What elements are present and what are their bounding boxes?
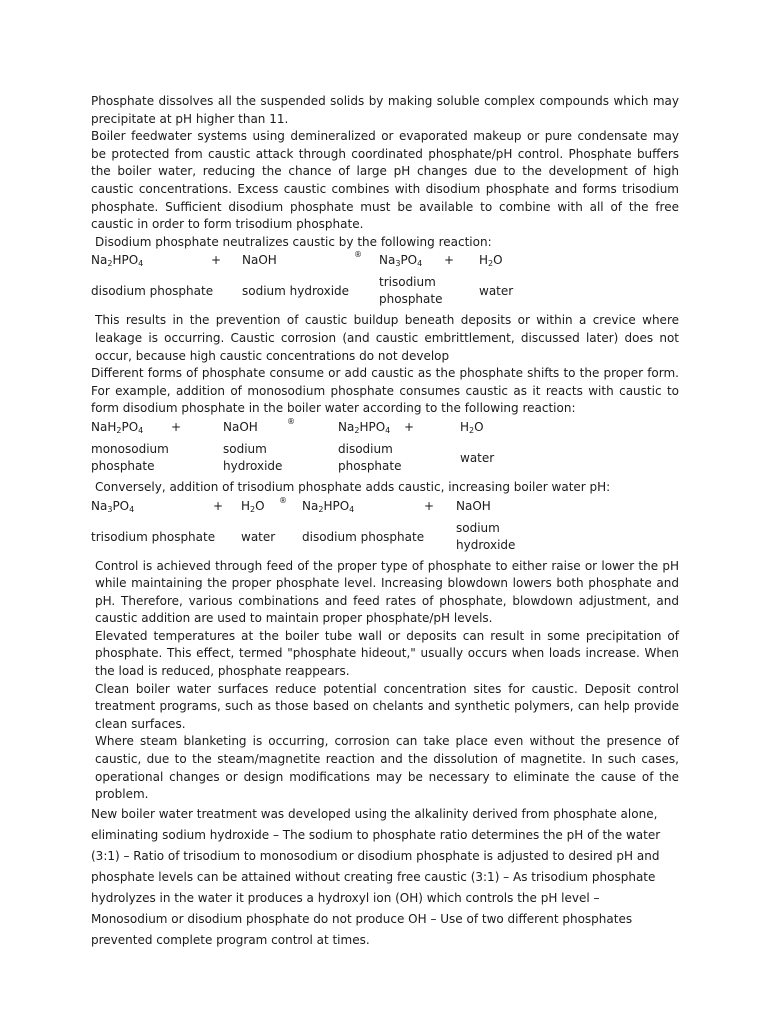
name-trisodium: trisodium	[379, 275, 436, 290]
reaction-1-names	[91, 274, 679, 310]
name-sodium-hydroxide: sodium hydroxide	[242, 284, 350, 299]
formula-disodium-phosphate: $Na_2HPO_4$	[91, 253, 144, 269]
reaction-arrow: ®	[354, 250, 362, 260]
name-hydroxide: hydroxide	[456, 537, 516, 552]
plus-sign: +	[211, 253, 222, 268]
name-phosphate: phosphate	[91, 458, 155, 473]
formula-disodium-phosphate: $Na_2HPO_4$	[338, 419, 391, 435]
name-water: water	[479, 284, 514, 299]
paragraph-new-treatment: New boiler water treatment was developed using the alkalinity derived from phosphate alone, eliminating sodium hydroxide – The sodium to phosphate ratio determines the pH of the water (3:1) – Ratio of trisodium to monosodium or disodium phosphate is adjusted to desired pH and phosphate levels can be attained without creating free caustic (3:1) – As trisodium phosphate hydrolyzes in the water it produces a hydroxyl ion (OH) which controls the pH level – Monosodium or disodium phosphate do not produce OH – Use of two different phosphates prevented complete program control at times.	[91, 806, 661, 947]
paragraph-disodium-intro: Disodium phosphate neutralizes caustic by the following reaction:	[95, 234, 492, 249]
formula-sodium-hydroxide: NaOH	[456, 498, 491, 513]
formula-disodium-phosphate: $Na_2HPO_4$	[302, 498, 355, 514]
paragraph-caustic-buildup: This results in the prevention of caustic buildup beneath deposits or within a crevice where leakage is occurring. Caustic corrosion (and caustic embrittlement, discussed later) does not occur, because high caustic concentrations do not develop	[95, 313, 679, 363]
paragraph-clean-surfaces: Clean boiler water surfaces reduce potential concentration sites for caustic. Deposit control treatment programs, such as those based on chelants and synthetic polymers, can help provide clean surfaces.	[95, 681, 679, 731]
plus-sign: +	[171, 419, 182, 434]
reaction-1-formula	[91, 250, 679, 272]
name-phosphate: phosphate	[379, 292, 443, 307]
name-phosphate: phosphate	[338, 458, 402, 473]
document-page	[91, 93, 679, 951]
name-sodium: sodium	[456, 520, 500, 535]
reaction-3-names	[91, 520, 679, 556]
name-hydroxide: hydroxide	[223, 458, 283, 473]
formula-trisodium-phosphate: $Na_3PO_4$	[379, 253, 423, 269]
reaction-2-formula	[91, 416, 679, 439]
formula-water: $H_2O$	[241, 498, 265, 514]
name-disodium-phosphate: disodium phosphate	[302, 529, 425, 544]
paragraph-control: Control is achieved through feed of the proper type of phosphate to either raise or lower the pH while maintaining the proper phosphate level. Increasing blowdown lowers both phosphate and pH. Therefore, various combinations and feed rates of phosphate, blowdown adjustment, and caustic addition are used to maintain proper phosphate/pH levels.	[95, 558, 679, 626]
paragraph-trisodium-intro: Conversely, addition of trisodium phosphate adds caustic, increasing boiler water pH:	[95, 479, 611, 494]
name-disodium: disodium	[338, 441, 393, 456]
plus-sign: +	[444, 253, 455, 268]
formula-water: $H_2O$	[460, 419, 484, 435]
name-water: water	[460, 450, 495, 465]
reaction-2-names	[91, 441, 679, 477]
paragraph-phosphate-hideout: Elevated temperatures at the boiler tube wall or deposits can result in some precipitation of phosphate. This effect, termed "phosphate hideout," usually occurs when loads increase. When the load is reduced, phosphate reappears.	[95, 628, 679, 679]
formula-water: $H_2O$	[479, 253, 503, 269]
reaction-3-formula	[91, 495, 679, 518]
plus-sign: +	[213, 498, 224, 513]
name-sodium: sodium	[223, 441, 267, 456]
plus-sign: +	[404, 419, 415, 434]
paragraph-phosphate-solids: Phosphate dissolves all the suspended solids by making soluble complex compounds which may precipitate at pH higher than 11.	[91, 94, 679, 126]
paragraph-feedwater-control: Boiler feedwater systems using demineralized or evaporated makeup or pure condensate may be protected from caustic attack through coordinated phosphate/pH control. Phosphate buffers the boiler water, reducing the chance of large pH changes due to the development of high caustic concentrations. Excess caustic combines with disodium phosphate and forms trisodium phosphate. Sufficient disodium phosphate must be available to combine with all of the free caustic in order to form trisodium phosphate.	[91, 129, 679, 232]
paragraph-steam-blanketing: Where steam blanketing is occurring, corrosion can take place even without the presence of caustic, due to the steam/magnetite reaction and the dissolution of magnetite. In such cases, operational changes or design modifications may be necessary to eliminate the cause of the problem.	[95, 734, 679, 802]
paragraph-phosphate-forms: Different forms of phosphate consume or add caustic as the phosphate shifts to the proper form. For example, addition of monosodium phosphate consumes caustic as it reacts with caustic to form disodium phosphate in the boiler water according to the following reaction:	[91, 366, 679, 416]
name-disodium-phosphate: disodium phosphate	[91, 284, 214, 299]
formula-sodium-hydroxide: NaOH	[242, 253, 277, 268]
formula-sodium-hydroxide: NaOH	[223, 419, 258, 434]
name-water: water	[241, 529, 276, 544]
reaction-arrow: ®	[279, 495, 287, 505]
reaction-arrow: ®	[287, 416, 295, 426]
plus-sign: +	[424, 498, 435, 513]
name-monosodium: monosodium	[91, 441, 169, 456]
name-trisodium-phosphate: trisodium phosphate	[91, 529, 216, 544]
formula-trisodium-phosphate: $Na_3PO_4$	[91, 498, 135, 514]
formula-monosodium-phosphate: $NaH_2PO_4$	[91, 419, 144, 435]
